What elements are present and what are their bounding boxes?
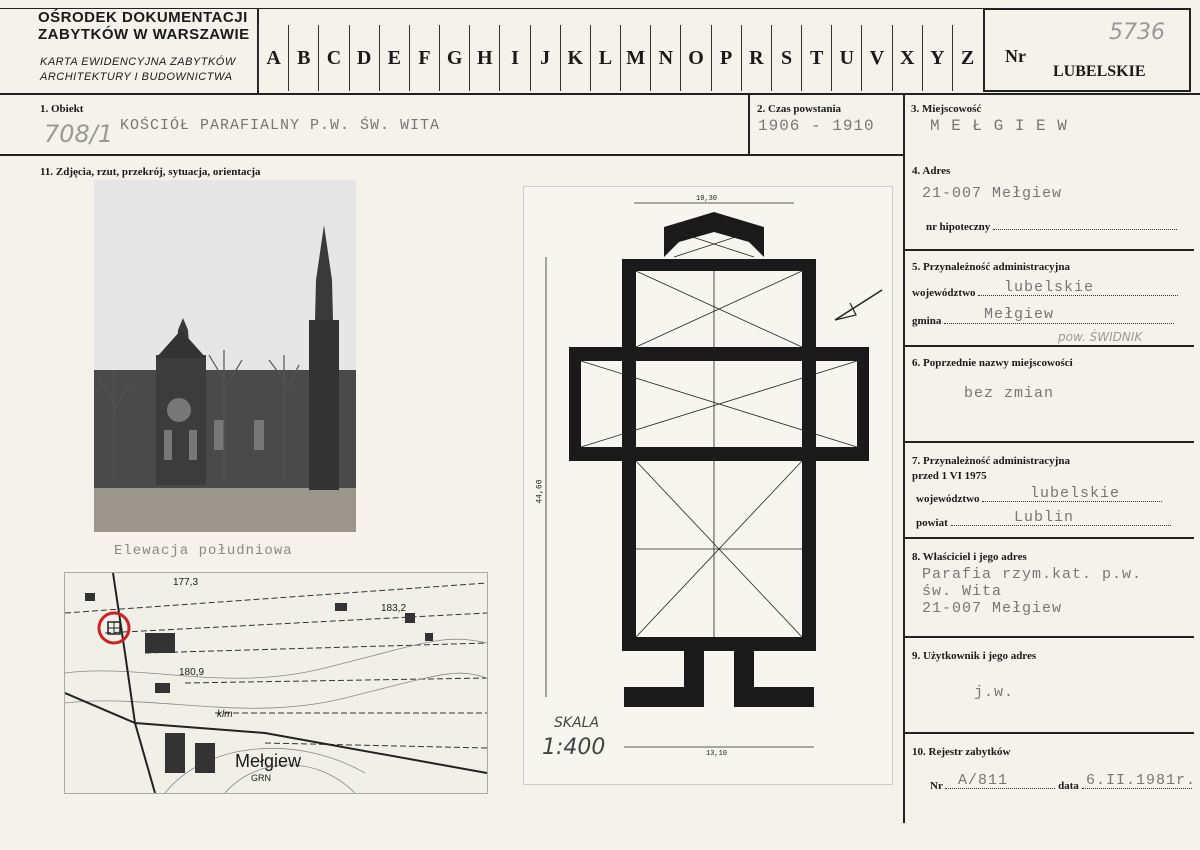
field-8-label: 8. Właściciel i jego adres bbox=[912, 551, 1027, 563]
field-4-label: 4. Adres bbox=[912, 165, 951, 177]
letter-d: D bbox=[349, 25, 379, 91]
gmina-label: gmina bbox=[912, 315, 942, 327]
region-label: LUBELSKIE bbox=[1053, 63, 1146, 80]
field-6-label: 6. Poprzednie nazwy miejscowości bbox=[912, 357, 1073, 369]
letter-v: V bbox=[861, 25, 891, 91]
letter-e: E bbox=[379, 25, 409, 91]
field-8-line-2: św. Wita bbox=[922, 583, 1003, 600]
map-elevation-3: 180,9 bbox=[179, 667, 205, 678]
field-6-section bbox=[904, 347, 1194, 443]
card-type-line-1: KARTA EWIDENCYJNA ZABYTKÓW bbox=[40, 56, 236, 68]
letter-x: X bbox=[892, 25, 922, 91]
nr-label: Nr bbox=[1005, 46, 1026, 66]
letter-g: G bbox=[439, 25, 469, 91]
card-type-line-2: ARCHITEKTURY I BUDOWNICTWA bbox=[40, 71, 233, 83]
field-10-section bbox=[904, 734, 1197, 824]
field-1-handwritten: 708/1 bbox=[44, 120, 114, 148]
letter-j: J bbox=[530, 25, 560, 91]
gmina-dots bbox=[944, 323, 1174, 324]
map-elevation-2: 183,2 bbox=[381, 603, 407, 614]
letter-s: S bbox=[771, 25, 801, 91]
register-date-value: 6.II.1981r. bbox=[1086, 772, 1197, 789]
field-9-value: j.w. bbox=[974, 684, 1015, 701]
letter-z: Z bbox=[952, 25, 982, 91]
north-arrow-icon bbox=[830, 285, 890, 325]
gmina-value: Mełgiew bbox=[984, 306, 1055, 323]
church-photo-drawing bbox=[94, 180, 356, 532]
letter-l: L bbox=[590, 25, 620, 91]
nr-handwritten-number: 5736 bbox=[1109, 20, 1165, 45]
field-7-powiat-value: Lublin bbox=[1014, 509, 1075, 526]
letter-u: U bbox=[831, 25, 861, 91]
card-type bbox=[40, 55, 236, 85]
church-photo bbox=[94, 180, 356, 532]
letter-p: P bbox=[711, 25, 741, 91]
floor-plan bbox=[523, 186, 893, 785]
field-7-voivodeship-label: województwo bbox=[916, 493, 980, 505]
field-1-value: KOŚCIÓŁ PARAFIALNY P.W. ŚW. WITA bbox=[120, 117, 441, 134]
header-bottom-rule bbox=[0, 93, 1200, 95]
letter-r: R bbox=[741, 25, 771, 91]
field-3-label: 3. Miejscowość bbox=[911, 103, 982, 115]
plan-dim-top: 10,30 bbox=[696, 195, 718, 203]
field-7-voivodeship-value: lubelskie bbox=[1030, 485, 1121, 502]
plan-dim-bottom: 13,10 bbox=[706, 750, 728, 758]
letter-o: O bbox=[680, 25, 710, 91]
letter-a: A bbox=[258, 25, 288, 91]
nr-box bbox=[983, 8, 1191, 92]
field2-divider bbox=[748, 93, 750, 155]
plan-scale-label: SKALA bbox=[554, 715, 600, 731]
field-7-powiat-label: powiat bbox=[916, 517, 948, 529]
field-8-section bbox=[904, 539, 1194, 638]
letter-n: N bbox=[650, 25, 680, 91]
field-10-label: 10. Rejestr zabytków bbox=[912, 746, 1011, 758]
letter-k: K bbox=[560, 25, 590, 91]
field-2-label: 2. Czas powstania bbox=[757, 103, 842, 115]
letter-f: F bbox=[409, 25, 439, 91]
field-3-value: M E Ł G I E W bbox=[930, 117, 1068, 135]
field-11-label: 11. Zdjęcia, rzut, przekrój, sytuacja, orientacja bbox=[40, 166, 261, 178]
map-town-name: Mełgiew bbox=[235, 751, 302, 771]
field-6-value: bez zmian bbox=[964, 385, 1055, 402]
map-elevation-1: 177,3 bbox=[173, 577, 199, 588]
plan-scale-value: 1:400 bbox=[542, 735, 606, 760]
map-klm: klm bbox=[217, 709, 233, 720]
letter-i: I bbox=[499, 25, 529, 91]
field-5-section bbox=[904, 251, 1194, 347]
letter-b: B bbox=[288, 25, 318, 91]
field-7-section bbox=[904, 443, 1194, 539]
mortgage-dots bbox=[993, 229, 1177, 230]
voivodeship-value: lubelskie bbox=[1004, 279, 1095, 296]
field-8-line-3: 21-007 Mełgiew bbox=[922, 600, 1063, 617]
field-9-section bbox=[904, 638, 1194, 734]
field-2-value: 1906 - 1910 bbox=[758, 117, 875, 135]
field-4-section bbox=[904, 155, 1194, 251]
mortgage-row bbox=[926, 221, 1177, 233]
plan-dim-side: 44,60 bbox=[535, 479, 545, 504]
letter-h: H bbox=[469, 25, 499, 91]
field-7-label-2: przed 1 VI 1975 bbox=[912, 470, 987, 482]
voivodeship-label: województwo bbox=[912, 287, 976, 299]
letter-c: C bbox=[318, 25, 348, 91]
letter-y: Y bbox=[922, 25, 952, 91]
map-grn: GRN bbox=[251, 773, 271, 783]
register-date-label: data bbox=[1058, 780, 1079, 792]
register-nr-label: Nr bbox=[930, 780, 943, 792]
photo-caption: Elewacja południowa bbox=[114, 543, 293, 559]
org-line-2: ZABYTKÓW W WARSZAWIE bbox=[38, 26, 250, 43]
org-line-1: OŚRODEK DOKUMENTACJI bbox=[38, 9, 248, 26]
field-8-line-1: Parafia rzym.kat. p.w. bbox=[922, 566, 1143, 583]
field-5-label: 5. Przynależność administracyjna bbox=[912, 261, 1070, 273]
letter-t: T bbox=[801, 25, 831, 91]
field1-bottom-rule bbox=[0, 154, 905, 156]
register-nr-value: A/811 bbox=[958, 772, 1009, 789]
location-map bbox=[64, 572, 488, 794]
mortgage-label: nr hipoteczny bbox=[926, 221, 991, 233]
organization-name bbox=[38, 9, 250, 43]
field-4-value: 21-007 Mełgiew bbox=[922, 185, 1063, 202]
field-1-label: 1. Obiekt bbox=[40, 103, 84, 115]
field-7-label: 7. Przynależność administracyjna bbox=[912, 455, 1070, 467]
field-9-label: 9. Użytkownik i jego adres bbox=[912, 650, 1037, 662]
letter-index bbox=[258, 25, 982, 91]
letter-m: M bbox=[620, 25, 650, 91]
floor-plan-drawing bbox=[524, 187, 892, 784]
powiat-handwritten: pow. ŚWIDNIK bbox=[1058, 330, 1143, 344]
